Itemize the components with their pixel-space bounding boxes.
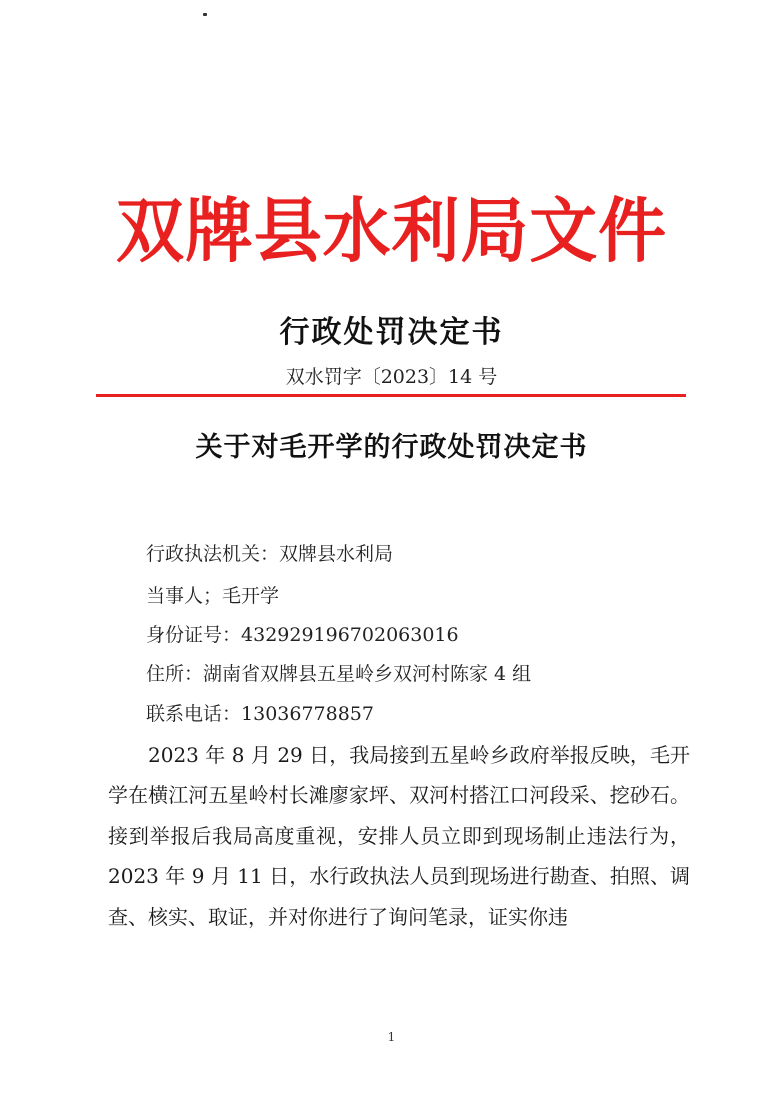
red-divider-line bbox=[96, 394, 686, 397]
field-value: 双牌县水利局 bbox=[279, 543, 394, 565]
document-type: 行政处罚决定书 bbox=[279, 315, 504, 350]
field-value: 13036778857 bbox=[241, 703, 374, 725]
document-title: 关于对毛开学的行政处罚决定书 bbox=[195, 432, 588, 463]
field-value: 432929196702063016 bbox=[241, 624, 459, 646]
field-label: 住所： bbox=[146, 663, 204, 685]
field-address bbox=[146, 660, 531, 688]
masthead-title: 双牌县水利局文件 bbox=[116, 189, 667, 272]
field-value: 湖南省双牌县五星岭乡双河村陈家 4 组 bbox=[203, 663, 532, 685]
scan-speck bbox=[203, 13, 207, 16]
page-number: 1 bbox=[387, 1030, 396, 1044]
body-paragraph: 2023 年 8 月 29 日，我局接到五星岭乡政府举报反映，毛开学在横江河五星岭村长滩廖家坪、双河村搭江口河段采、挖砂石。接到举报后我局高度重视，安排人员立即到现场制止违法行为，2023 年 9 月 11 日，水行政执法人员到现场进行勘查、拍照、调查、核实、取证，并对你进行了询问笔录，证实你违 bbox=[108, 743, 690, 929]
document-number: 双水罚字〔2023〕14 号 bbox=[285, 366, 498, 388]
field-label: 身份证号： bbox=[146, 624, 242, 646]
field-id-number bbox=[146, 621, 459, 649]
field-label: 联系电话： bbox=[146, 703, 242, 725]
field-label: 当事人； bbox=[146, 585, 223, 607]
field-phone bbox=[146, 700, 374, 728]
field-enforcement-agency bbox=[146, 540, 393, 568]
field-value: 毛开学 bbox=[222, 585, 280, 607]
field-party bbox=[146, 582, 279, 610]
field-label: 行政执法机关： bbox=[146, 543, 280, 565]
